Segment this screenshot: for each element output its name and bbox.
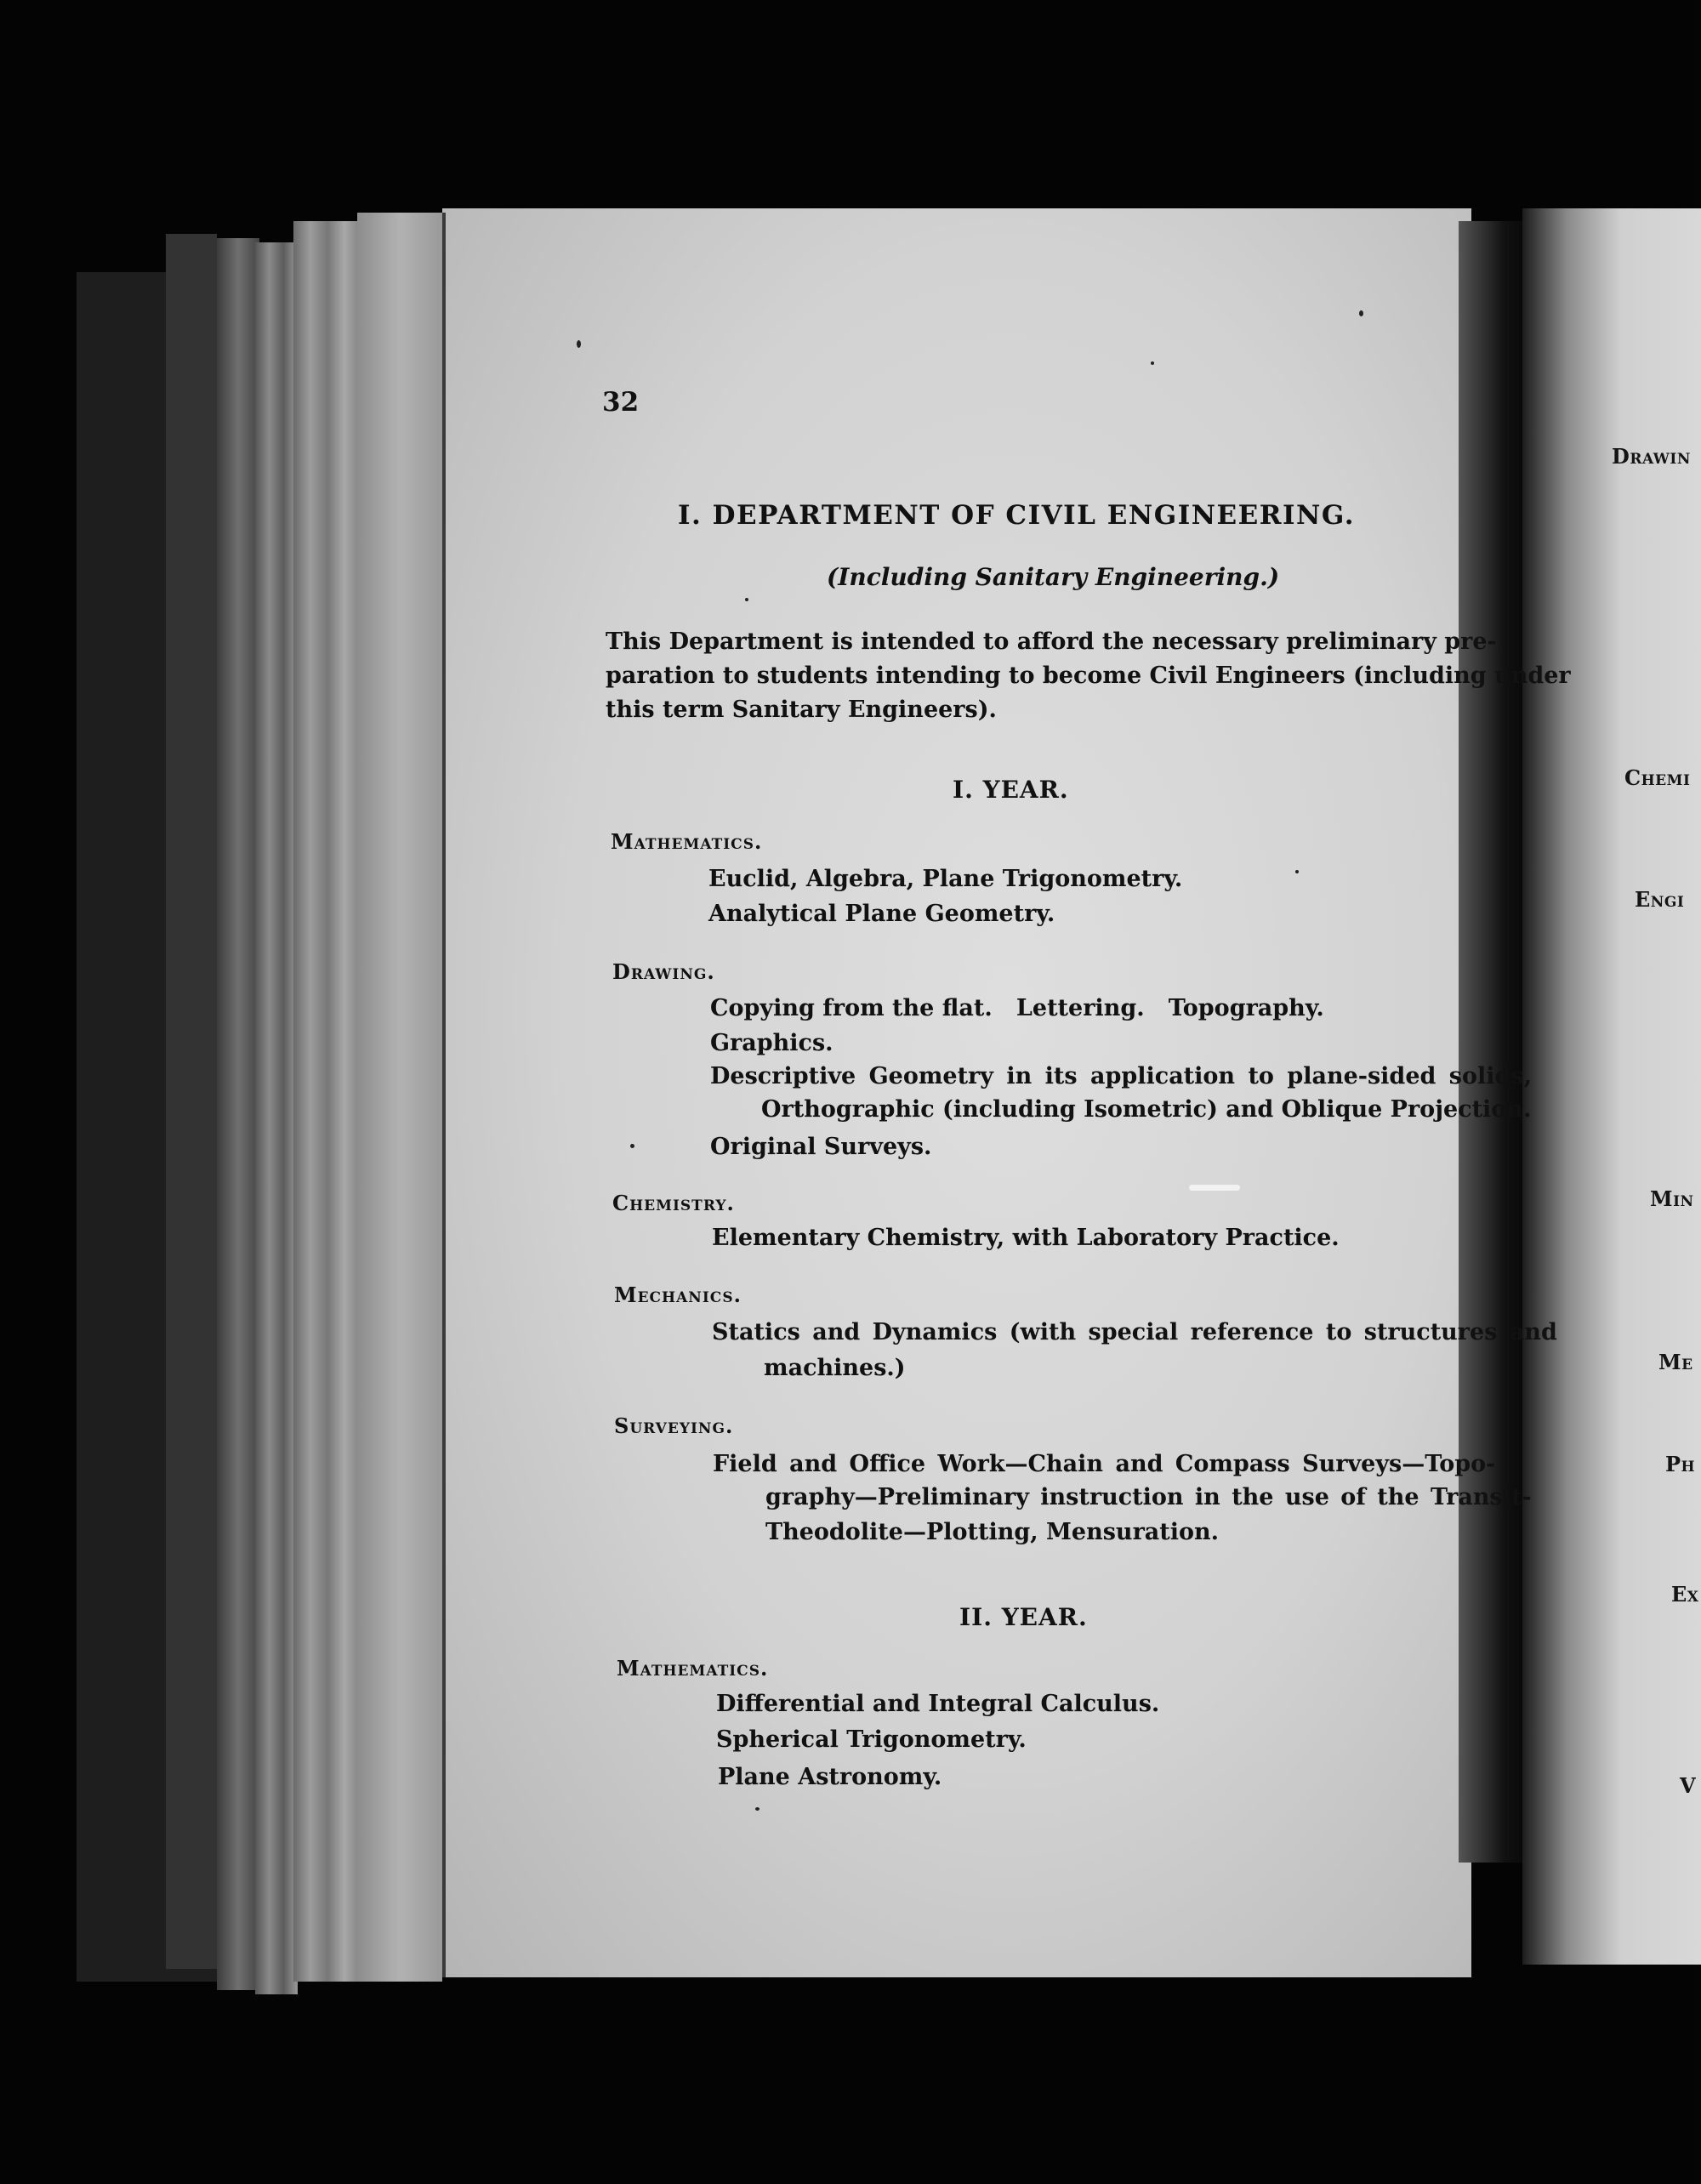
- subject-heading: Mechanics.: [614, 1283, 742, 1307]
- subject-heading: Chemistry.: [612, 1191, 735, 1215]
- department-subtitle: (Including Sanitary Engineering.): [827, 563, 1280, 591]
- dust-speck: [630, 1144, 634, 1148]
- course-item: Orthographic (including Isometric) and Oblique Projection.: [761, 1096, 1532, 1123]
- course-item: Descriptive Geometry in its application to plane-sided solids,: [710, 1063, 1532, 1089]
- facing-fragment: V: [1680, 1773, 1697, 1798]
- dust-speck: [755, 1807, 759, 1811]
- course-item: Original Surveys.: [710, 1134, 932, 1160]
- page-stack-edge: [293, 221, 361, 1982]
- intro-line: paration to students intending to become Civil Engineers (including under: [606, 663, 1571, 689]
- course-item: Plane Astronomy.: [718, 1764, 942, 1790]
- course-item: Copying from the flat. Lettering. Topography.: [710, 995, 1324, 1021]
- course-item: Differential and Integral Calculus.: [716, 1691, 1160, 1717]
- department-title: I. DEPARTMENT OF CIVIL ENGINEERING.: [678, 500, 1356, 531]
- page-number: 32: [602, 387, 640, 418]
- course-item: Theodolite—Plotting, Mensuration.: [765, 1519, 1220, 1545]
- facing-fragment: Ex: [1671, 1582, 1699, 1607]
- year-heading: II. YEAR.: [959, 1603, 1088, 1631]
- facing-fragment: Ph: [1665, 1452, 1696, 1476]
- course-item: Statics and Dynamics (with special reference to structures and: [712, 1319, 1557, 1345]
- intro-paragraph: [606, 625, 1571, 727]
- subject-heading: Mathematics.: [617, 1656, 769, 1681]
- year-heading: I. YEAR.: [953, 776, 1069, 804]
- dust-speck: [577, 340, 581, 348]
- subject-heading: Mathematics.: [611, 829, 763, 854]
- dust-speck: [1295, 870, 1299, 873]
- dust-speck: [1151, 361, 1154, 365]
- page-stack-edge: [255, 242, 298, 1994]
- course-item: Elementary Chemistry, with Laboratory Practice.: [712, 1225, 1340, 1251]
- facing-fragment: Chemi: [1624, 765, 1691, 790]
- subject-heading: Surveying.: [614, 1413, 734, 1438]
- paper-highlight: [1189, 1185, 1240, 1191]
- facing-fragment: Drawin: [1612, 444, 1691, 469]
- subject-heading: Drawing.: [612, 959, 715, 984]
- course-item: Analytical Plane Geometry.: [708, 901, 1055, 927]
- facing-page: [1522, 208, 1701, 1965]
- course-item: Euclid, Algebra, Plane Trigonometry.: [708, 866, 1183, 892]
- intro-line: This Department is intended to afford the necessary preliminary pre-: [606, 628, 1497, 655]
- dust-speck: [1359, 310, 1363, 316]
- course-item: Spherical Trigonometry.: [716, 1726, 1027, 1753]
- course-item: Graphics.: [710, 1030, 833, 1056]
- facing-fragment: Me: [1658, 1350, 1693, 1374]
- dust-speck: [745, 598, 748, 601]
- page-stack-edge: [166, 234, 217, 1969]
- page-stack-edge: [357, 213, 442, 1982]
- course-item: graphy—Preliminary instruction in the use of the Transit-: [765, 1484, 1532, 1510]
- course-item: Field and Office Work—Chain and Compass Surveys—Topo-: [713, 1451, 1496, 1477]
- facing-fragment: Min: [1650, 1186, 1694, 1211]
- page-edge-line: [442, 213, 446, 1977]
- course-item: machines.): [764, 1355, 906, 1381]
- facing-fragment: Engi: [1635, 887, 1685, 912]
- page-stack-edge: [217, 238, 259, 1990]
- intro-line: this term Sanitary Engineers).: [606, 697, 997, 723]
